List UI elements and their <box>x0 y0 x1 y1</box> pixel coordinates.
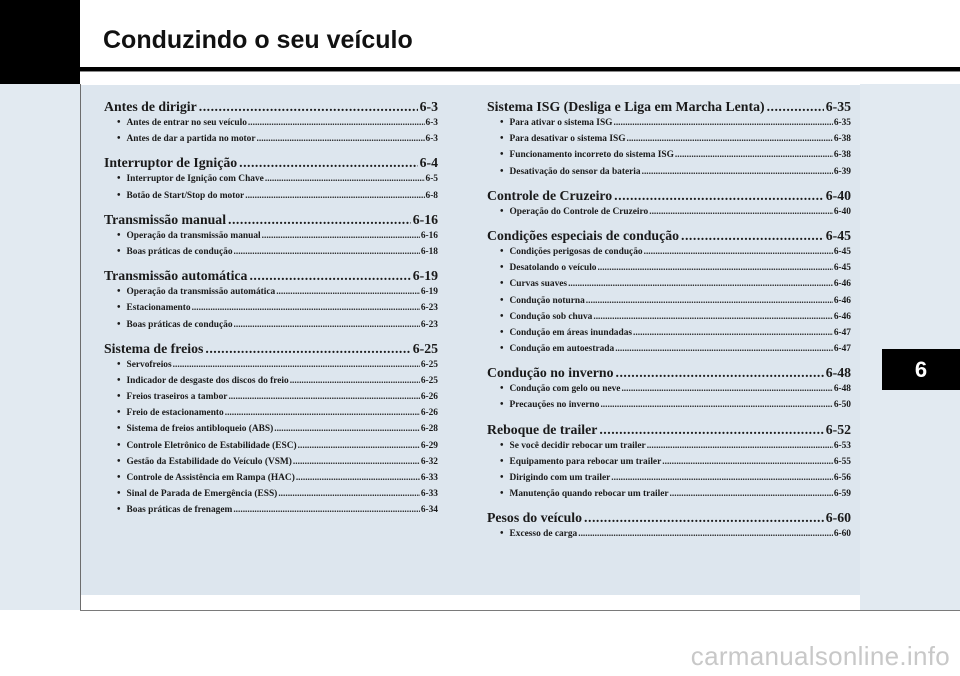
bottom-rule <box>80 610 960 611</box>
toc-item-page: 6-16 <box>420 230 438 241</box>
toc-item-text: Desativação do sensor da bateria <box>509 166 641 177</box>
bullet-icon: • <box>117 189 121 201</box>
toc-item-page: 6-38 <box>833 134 851 145</box>
bullet-icon: • <box>500 245 504 257</box>
toc-section-title: Interruptor de Ignição <box>104 155 238 171</box>
toc-section <box>487 228 851 359</box>
bullet-icon: • <box>500 488 504 500</box>
toc-section <box>104 99 438 149</box>
dot-leader <box>600 400 832 410</box>
bullet-icon: • <box>500 278 504 290</box>
bullet-icon: • <box>117 374 121 386</box>
dot-leader <box>199 99 418 115</box>
toc-item[interactable] <box>487 311 851 327</box>
toc-item-page: 6-19 <box>420 287 438 298</box>
dot-leader <box>642 167 833 177</box>
dot-leader <box>233 505 419 515</box>
toc-item-page: 6-45 <box>833 263 851 274</box>
chapter-tab[interactable]: 6 <box>882 349 960 390</box>
toc-section-page: 6-48 <box>825 365 851 381</box>
dot-leader <box>633 328 833 338</box>
toc-item-text: Boas práticas de condução <box>126 246 233 257</box>
toc-item[interactable] <box>104 504 438 520</box>
left-margin-band <box>0 84 81 610</box>
dot-leader <box>278 489 420 499</box>
toc-item-page: 6-26 <box>420 408 438 419</box>
toc-column-left <box>104 99 438 521</box>
bullet-icon: • <box>117 439 121 451</box>
toc-section-title: Pesos do veículo <box>487 510 583 526</box>
toc-section-page: 6-3 <box>419 99 438 114</box>
toc-item-page: 6-56 <box>833 473 851 483</box>
dot-leader <box>599 422 823 438</box>
toc-item-page: 6-46 <box>833 279 851 290</box>
toc-item-text: Condução sob chuva <box>509 311 593 322</box>
toc-item-text: Condução em autoestrada <box>509 344 615 355</box>
toc-item-page: 6-59 <box>833 489 851 500</box>
dot-leader <box>614 188 824 204</box>
toc-section-page: 6-45 <box>825 227 851 243</box>
toc-item[interactable] <box>487 278 851 294</box>
dot-leader <box>578 529 833 539</box>
toc-item-text: Sinal de Parada de Emergência (ESS) <box>126 489 278 500</box>
dot-leader <box>615 344 833 354</box>
toc-section <box>487 188 851 222</box>
toc-item-page: 6-47 <box>833 344 851 355</box>
toc-item-text: Estacionamento <box>126 303 191 314</box>
dot-leader <box>262 231 420 241</box>
toc-item-text: Condições perigosas de condução <box>509 246 643 257</box>
toc-item-page: 6-33 <box>420 473 438 483</box>
toc-item-text: Equipamento para rebocar um trailer <box>509 456 662 467</box>
dot-leader <box>293 457 420 467</box>
dot-leader <box>649 207 833 217</box>
dot-leader <box>621 384 832 394</box>
toc-item-text: Para desativar o sistema ISG <box>509 134 626 145</box>
toc-item-page: 6-48 <box>833 384 851 395</box>
bullet-icon: • <box>500 262 504 274</box>
toc-item-page: 6-40 <box>833 206 851 217</box>
toc-item[interactable] <box>104 391 438 407</box>
bullet-icon: • <box>500 133 504 145</box>
dot-leader <box>249 268 410 284</box>
toc-item[interactable] <box>487 488 851 504</box>
bullet-icon: • <box>117 455 121 467</box>
toc-item-page: 6-18 <box>420 246 438 257</box>
toc-item[interactable] <box>487 399 851 415</box>
bullet-icon: • <box>500 117 504 128</box>
toc-section-page: 6-25 <box>412 340 438 356</box>
toc-section-entry[interactable] <box>487 228 851 246</box>
toc-item[interactable] <box>104 117 438 133</box>
bullet-icon: • <box>500 383 504 395</box>
toc-item-page: 6-35 <box>833 118 851 128</box>
bullet-icon: • <box>117 423 121 435</box>
dot-leader <box>173 360 420 370</box>
bullet-icon: • <box>117 358 121 370</box>
bullet-icon: • <box>500 472 504 483</box>
toc-item-page: 6-45 <box>833 246 851 257</box>
toc-item[interactable] <box>487 166 851 182</box>
toc-item-page: 6-25 <box>420 359 438 370</box>
dot-leader <box>192 303 420 313</box>
toc-section-page: 6-52 <box>825 421 851 437</box>
toc-item[interactable] <box>104 488 438 504</box>
toc-section-entry[interactable] <box>104 268 438 286</box>
toc-item[interactable] <box>104 319 438 335</box>
dot-leader <box>245 191 424 201</box>
toc-item-page: 6-60 <box>833 529 851 540</box>
toc-item[interactable] <box>487 133 851 149</box>
toc-item-page: 6-55 <box>833 456 851 467</box>
toc-section-title: Transmissão manual <box>104 211 227 227</box>
toc-item-text: Operação da transmissão automática <box>126 287 276 298</box>
toc-section <box>487 99 851 182</box>
dot-leader <box>228 212 411 228</box>
toc-item[interactable] <box>487 528 851 544</box>
toc-item-page: 6-46 <box>833 311 851 322</box>
toc-section-title: Condução no inverno <box>487 365 614 381</box>
toc-section-title: Sistema de freios <box>104 340 204 356</box>
toc-section-page: 6-40 <box>825 187 851 203</box>
toc-item-text: Condução em áreas inundadas <box>509 327 633 338</box>
toc-item-page: 6-3 <box>425 118 438 128</box>
dot-leader <box>767 99 824 115</box>
dot-leader <box>298 441 420 451</box>
toc-section <box>487 422 851 505</box>
toc-section-title: Transmissão automática <box>104 268 248 284</box>
toc-section <box>104 268 438 335</box>
dot-leader <box>616 365 824 381</box>
toc-section-entry[interactable] <box>104 212 438 230</box>
toc-item[interactable] <box>104 190 438 206</box>
toc-item-page: 6-50 <box>833 400 851 411</box>
toc-item-text: Se você decidir rebocar um trailer <box>509 440 646 451</box>
toc-item-page: 6-32 <box>420 456 438 467</box>
bullet-icon: • <box>500 439 504 451</box>
bullet-icon: • <box>500 399 504 411</box>
toc-item-text: Indicador de desgaste dos discos do freio <box>126 375 289 386</box>
toc-item[interactable] <box>104 173 438 189</box>
toc-section-page: 6-35 <box>825 99 851 114</box>
toc-item-text: Gestão da Estabilidade do Veículo (VSM) <box>126 456 292 467</box>
toc-item-text: Interruptor de Ignição com Chave <box>126 174 264 185</box>
bullet-icon: • <box>117 504 121 516</box>
watermark: carmanualsonline.info <box>690 641 950 671</box>
bullet-icon: • <box>117 173 121 185</box>
bullet-icon: • <box>117 407 121 419</box>
toc-item-page: 6-5 <box>425 174 438 185</box>
toc-item-page: 6-26 <box>420 392 438 403</box>
title-rule-thin <box>80 71 960 72</box>
bullet-icon: • <box>117 229 121 241</box>
dot-leader <box>675 150 833 160</box>
toc-item[interactable] <box>104 407 438 423</box>
dot-leader <box>234 320 420 330</box>
toc-item-page: 6-46 <box>833 295 851 306</box>
toc-item-page: 6-25 <box>420 375 438 386</box>
toc-item-text: Curvas suaves <box>509 279 568 290</box>
toc-item-text: Para ativar o sistema ISG <box>509 118 613 128</box>
toc-item-page: 6-39 <box>833 166 851 177</box>
toc-section-title: Controle de Cruzeiro <box>487 187 613 203</box>
dot-leader <box>598 263 833 273</box>
dot-leader <box>290 376 420 386</box>
bullet-icon: • <box>117 117 121 128</box>
toc-item[interactable] <box>487 343 851 359</box>
bullet-icon: • <box>500 455 504 467</box>
toc-item[interactable] <box>487 246 851 262</box>
dot-leader <box>626 134 832 144</box>
bullet-icon: • <box>117 318 121 330</box>
toc-section-title: Reboque de trailer <box>487 421 598 437</box>
toc-item[interactable] <box>487 206 851 222</box>
dot-leader <box>205 341 410 357</box>
toc-item[interactable] <box>104 375 438 391</box>
toc-section-page: 6-19 <box>412 268 438 284</box>
dot-leader <box>228 392 419 402</box>
dot-leader <box>593 312 832 322</box>
dot-leader <box>662 457 833 467</box>
toc-item-page: 6-34 <box>420 505 438 516</box>
toc-item-text: Manutenção quando rebocar um trailer <box>509 489 669 500</box>
toc-section-entry[interactable] <box>487 365 851 383</box>
toc-item-page: 6-8 <box>425 190 438 201</box>
bullet-icon: • <box>500 294 504 306</box>
toc-section <box>104 155 438 205</box>
dot-leader <box>568 279 833 289</box>
toc-item-text: Condução com gelo ou neve <box>509 384 621 395</box>
toc-item-text: Botão de Start/Stop do motor <box>126 190 245 201</box>
toc-section-entry[interactable] <box>487 188 851 206</box>
dot-leader <box>265 174 425 184</box>
dot-leader <box>248 118 425 128</box>
toc-item[interactable] <box>104 423 438 439</box>
dot-leader <box>225 408 420 418</box>
dot-leader <box>586 296 833 306</box>
dot-leader <box>296 473 420 483</box>
toc-item[interactable] <box>104 246 438 262</box>
toc-section-entry[interactable] <box>487 99 851 117</box>
toc-item-text: Freio de estacionamento <box>126 408 224 419</box>
bullet-icon: • <box>500 528 504 540</box>
toc-item[interactable] <box>487 295 851 311</box>
page-title: Conduzindo o seu veículo <box>103 26 413 54</box>
toc-item-text: Boas práticas de frenagem <box>126 505 233 516</box>
dot-leader <box>613 118 832 128</box>
toc-item[interactable] <box>104 456 438 472</box>
toc-section-entry[interactable] <box>487 422 851 440</box>
toc-item-page: 6-3 <box>425 134 438 145</box>
toc-section-entry[interactable] <box>104 155 438 173</box>
dot-leader <box>644 247 833 257</box>
dot-leader <box>647 441 833 451</box>
bullet-icon: • <box>500 310 504 322</box>
toc-section <box>487 510 851 544</box>
toc-section-entry[interactable] <box>487 510 851 528</box>
toc-item[interactable] <box>104 472 438 488</box>
toc-item-page: 6-23 <box>420 319 438 330</box>
toc-item-text: Sistema de freios antibloqueio (ABS) <box>126 424 274 435</box>
toc-item-text: Controle de Assistência em Rampa (HAC) <box>126 473 295 483</box>
dot-leader <box>611 473 833 483</box>
bullet-icon: • <box>117 472 121 483</box>
toc-item-page: 6-28 <box>420 424 438 435</box>
toc-item[interactable] <box>487 149 851 165</box>
toc-item-text: Controle Eletrônico de Estabilidade (ESC) <box>126 440 297 451</box>
dot-leader <box>670 489 833 499</box>
toc-section-title: Sistema ISG (Desliga e Liga em Marcha Lenta) <box>487 99 765 114</box>
toc-item[interactable] <box>487 117 851 133</box>
toc-item-text: Servofreios <box>126 359 172 370</box>
toc-section <box>487 365 851 415</box>
toc-section-entry[interactable] <box>104 99 438 117</box>
bullet-icon: • <box>500 205 504 217</box>
bullet-icon: • <box>500 326 504 338</box>
dot-leader <box>234 247 420 257</box>
bullet-icon: • <box>117 133 121 145</box>
dot-leader <box>239 155 417 171</box>
toc-item-text: Boas práticas de condução <box>126 319 233 330</box>
toc-item[interactable] <box>104 440 438 456</box>
toc-item[interactable] <box>104 230 438 246</box>
toc-item-text: Dirigindo com um trailer <box>509 473 611 483</box>
toc-column-right <box>487 99 851 545</box>
bullet-icon: • <box>117 286 121 298</box>
dot-leader <box>257 134 425 144</box>
corner-block <box>0 0 80 84</box>
toc-item-text: Funcionamento incorreto do sistema ISG <box>509 150 674 161</box>
toc-section-entry[interactable] <box>104 341 438 359</box>
toc-item[interactable] <box>487 262 851 278</box>
toc-item-text: Precauções no inverno <box>509 400 600 411</box>
toc-item-text: Operação do Controle de Cruzeiro <box>509 206 649 217</box>
bullet-icon: • <box>500 343 504 355</box>
toc-item-text: Excesso de carga <box>509 529 578 540</box>
toc-item-text: Freios traseiros a tambor <box>126 392 228 403</box>
toc-item-text: Antes de dar a partida no motor <box>126 134 256 145</box>
toc-section-page: 6-60 <box>825 510 851 526</box>
toc-item[interactable] <box>104 359 438 375</box>
dot-leader <box>584 510 824 526</box>
bullet-icon: • <box>117 302 121 314</box>
right-margin-band <box>860 84 960 610</box>
dot-leader <box>276 287 420 297</box>
toc-item[interactable] <box>487 472 851 488</box>
bullet-icon: • <box>117 245 121 257</box>
toc-item[interactable] <box>487 327 851 343</box>
toc-item[interactable] <box>104 133 438 149</box>
bullet-icon: • <box>500 149 504 161</box>
toc-item-text: Condução noturna <box>509 295 585 306</box>
toc-item-page: 6-53 <box>833 440 851 451</box>
toc-section-page: 6-16 <box>412 211 438 227</box>
toc-item-page: 6-38 <box>833 150 851 161</box>
toc-item[interactable] <box>104 286 438 302</box>
toc-item[interactable] <box>487 456 851 472</box>
toc-item[interactable] <box>487 383 851 399</box>
toc-item-page: 6-23 <box>420 303 438 314</box>
dot-leader <box>681 228 824 244</box>
toc-item[interactable] <box>104 302 438 318</box>
toc-item-page: 6-47 <box>833 327 851 338</box>
toc-section-title: Antes de dirigir <box>104 99 197 114</box>
toc-section <box>104 212 438 262</box>
bullet-icon: • <box>117 391 121 403</box>
toc-item-text: Desatolando o veículo <box>509 263 597 274</box>
toc-item-text: Antes de entrar no seu veículo <box>126 118 247 128</box>
toc-item-page: 6-29 <box>420 440 438 451</box>
toc-item-page: 6-33 <box>420 489 438 500</box>
toc-item[interactable] <box>487 440 851 456</box>
bullet-icon: • <box>500 165 504 177</box>
toc-section <box>104 341 438 521</box>
toc-section-title: Condições especiais de condução <box>487 227 680 243</box>
toc-section-page: 6-4 <box>419 155 438 171</box>
toc-item-text: Operação da transmissão manual <box>126 230 261 241</box>
dot-leader <box>274 424 420 434</box>
bullet-icon: • <box>117 488 121 500</box>
